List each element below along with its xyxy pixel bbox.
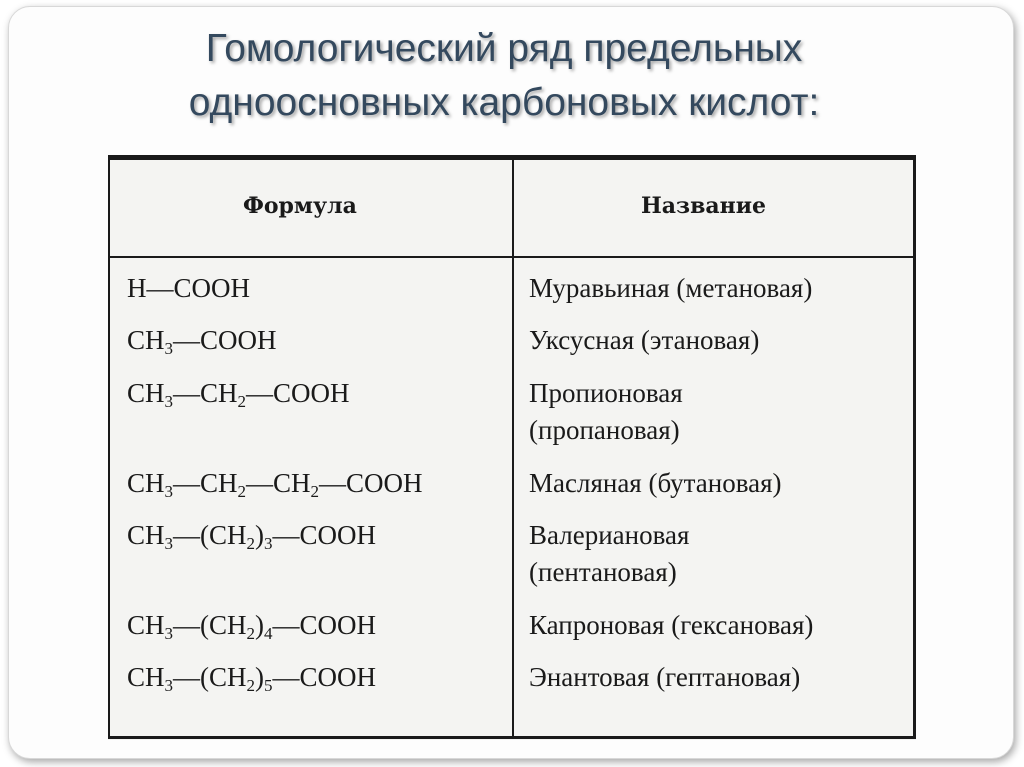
formula-cell: H—COOH bbox=[127, 273, 251, 303]
table-left-rule bbox=[108, 155, 110, 739]
title-line-2: одноосновных карбоновых кислот: bbox=[188, 81, 820, 124]
acids-table bbox=[108, 155, 916, 740]
formula-cell: $CH_3—CH_2—CH_2—COOH$ bbox=[127, 468, 423, 501]
name-cell bbox=[529, 375, 683, 449]
name-cell bbox=[529, 607, 813, 644]
name-cell bbox=[529, 322, 759, 359]
formula-cell: $CH_3—(CH_2)_5—COOH$ bbox=[127, 662, 377, 695]
formula-cell: $CH_3—CH_2—COOH$ bbox=[127, 378, 350, 411]
name-line: Масляная (бутановая) bbox=[529, 468, 782, 498]
name-line: (пентановая) bbox=[529, 557, 677, 587]
formula-cell: $CH_3—(CH_2)_4—COOH$ bbox=[127, 610, 377, 643]
table-right-rule bbox=[913, 155, 916, 739]
name-line: Энантовая (гептановая) bbox=[529, 662, 801, 692]
table-column-rule bbox=[512, 155, 514, 739]
title-line-1: Гомологический ряд предельных bbox=[205, 27, 803, 70]
formula-cell: $CH_3—(CH_2)_3—COOH$ bbox=[127, 520, 377, 553]
name-cell bbox=[529, 270, 812, 307]
header-formula: Формула bbox=[243, 193, 357, 219]
name-line: Муравьиная (метановая) bbox=[529, 273, 813, 303]
name-line: (пропановая) bbox=[529, 415, 680, 445]
name-cell bbox=[529, 517, 689, 591]
name-line: Пропионовая bbox=[529, 378, 683, 408]
header-name: Название bbox=[641, 193, 767, 219]
name-cell bbox=[529, 659, 800, 696]
formula-cell: $CH_3—COOH$ bbox=[127, 325, 277, 358]
name-line: Капроновая (гексановая) bbox=[529, 610, 814, 640]
name-cell bbox=[529, 465, 782, 502]
name-line: Валериановая bbox=[529, 520, 690, 550]
name-line: Уксусная (этановая) bbox=[529, 325, 760, 355]
slide-title bbox=[0, 22, 1016, 130]
